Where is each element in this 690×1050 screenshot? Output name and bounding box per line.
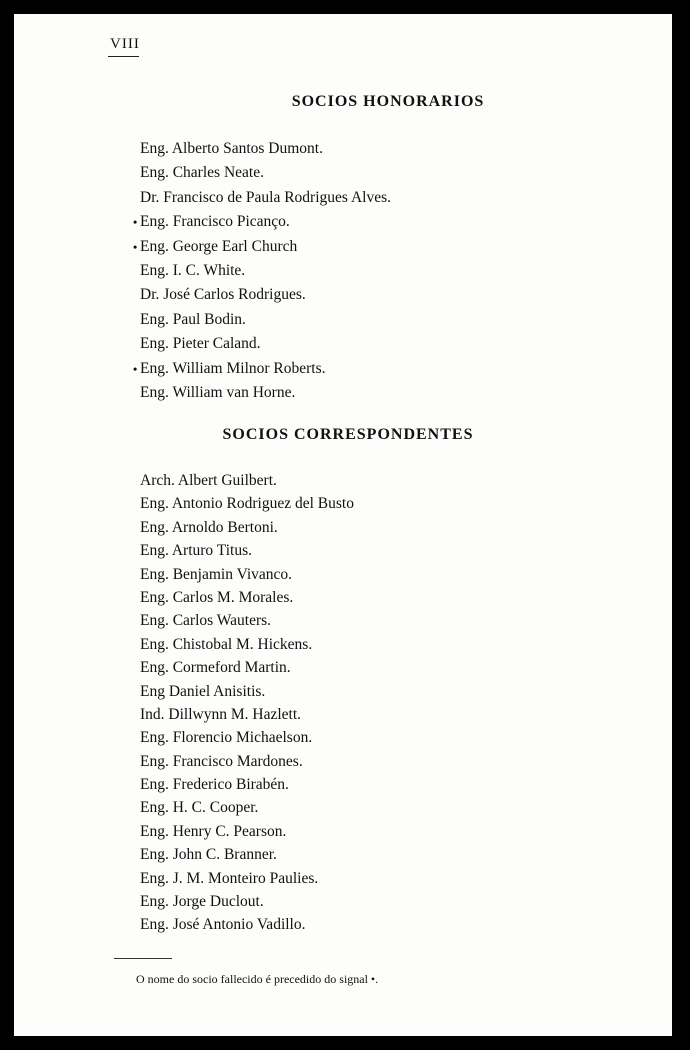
member-name: Eng. H. C. Cooper.	[140, 799, 259, 817]
page-number: VIII	[110, 36, 140, 52]
member-name: Eng. Arnoldo Bertoni.	[140, 518, 278, 536]
member-list-item	[140, 890, 354, 913]
member-list-item	[140, 820, 354, 843]
member-list-item	[140, 381, 391, 405]
member-list-item	[140, 750, 354, 773]
member-name: Eng. Carlos M. Morales.	[140, 588, 294, 606]
member-name: Eng. Alberto Santos Dumont.	[140, 140, 323, 157]
footnote-rule	[114, 958, 172, 959]
member-name: Eng. John C. Branner.	[140, 846, 277, 864]
member-name: Eng. Chistobal M. Hickens.	[140, 635, 313, 653]
member-name: Eng Daniel Anisitis.	[140, 682, 266, 700]
deceased-mark: •	[133, 361, 138, 376]
member-list-item	[140, 609, 354, 632]
member-name: Eng. William van Horne.	[140, 383, 296, 401]
footnote: O nome do socio fallecido é precedido do signal •.	[136, 972, 379, 986]
member-name: Eng. Francisco Picanço.	[140, 213, 290, 231]
member-name: Eng. Florencio Michaelson.	[140, 729, 313, 747]
member-name: Eng. Pieter Caland.	[140, 335, 261, 353]
member-name: Dr. José Carlos Rodrigues.	[140, 286, 306, 304]
deceased-mark: •	[133, 215, 138, 230]
member-name: Eng. I. C. White.	[140, 261, 246, 279]
member-list-item	[140, 469, 354, 492]
member-name: Eng. Arturo Titus.	[140, 542, 252, 560]
member-name: Eng. Jorge Duclout.	[140, 893, 264, 911]
member-name: Eng. Benjamin Vivanco.	[140, 565, 293, 583]
correspondentes-list	[140, 469, 354, 937]
member-name: Eng. George Earl Church	[140, 237, 298, 255]
member-list-item	[140, 656, 354, 679]
member-list-item	[140, 186, 391, 210]
member-list-item	[140, 308, 391, 332]
member-name: Eng. Charles Neate.	[140, 164, 264, 182]
section-title-correspondentes: SOCIOS CORRESPONDENTES	[222, 426, 474, 443]
member-list-item	[140, 703, 354, 726]
member-list-item	[140, 913, 354, 936]
member-list-item	[140, 161, 391, 185]
member-list-item	[140, 516, 354, 539]
document-page	[14, 14, 672, 1036]
member-list-item	[140, 867, 354, 890]
honorarios-list	[133, 137, 391, 405]
page-number-rule	[108, 56, 139, 57]
member-list-item	[140, 539, 354, 562]
member-list-item	[140, 726, 354, 749]
member-list-item	[140, 586, 354, 609]
member-list-item	[140, 633, 354, 656]
member-name: Eng. Paul Bodin.	[140, 310, 246, 328]
member-name: Arch. Albert Guilbert.	[140, 472, 277, 489]
member-list-item	[140, 492, 354, 515]
member-name: Eng. Frederico Birabén.	[140, 776, 289, 794]
member-name: Eng. William Milnor Roberts.	[140, 359, 326, 377]
member-list-item	[140, 332, 391, 356]
member-list-item	[140, 137, 391, 161]
member-name: Eng. Carlos Wauters.	[140, 612, 272, 630]
member-list-item	[140, 773, 354, 796]
member-list-item	[140, 563, 354, 586]
member-name: Eng. J. M. Monteiro Paulies.	[140, 869, 319, 887]
member-name: Eng. Antonio Rodriguez del Busto	[140, 495, 354, 513]
member-list-item	[133, 357, 391, 381]
member-list-item	[140, 283, 391, 307]
member-list-item	[140, 843, 354, 866]
member-name: Ind. Dillwynn M. Hazlett.	[140, 705, 302, 723]
member-list-item	[133, 235, 391, 259]
member-list-item	[133, 210, 391, 234]
member-list-item	[140, 259, 391, 283]
member-name: Eng. Henry C. Pearson.	[140, 822, 287, 840]
member-name: Dr. Francisco de Paula Rodrigues Alves.	[140, 188, 391, 206]
member-list-item	[140, 796, 354, 819]
member-list-item	[140, 680, 354, 703]
member-name: Eng. José Antonio Vadillo.	[140, 916, 306, 934]
deceased-mark: •	[133, 239, 138, 254]
member-name: Eng. Cormeford Martin.	[140, 659, 291, 677]
member-name: Eng. Francisco Mardones.	[140, 752, 303, 770]
section-title-honorarios: SOCIOS HONORARIOS	[291, 93, 485, 110]
